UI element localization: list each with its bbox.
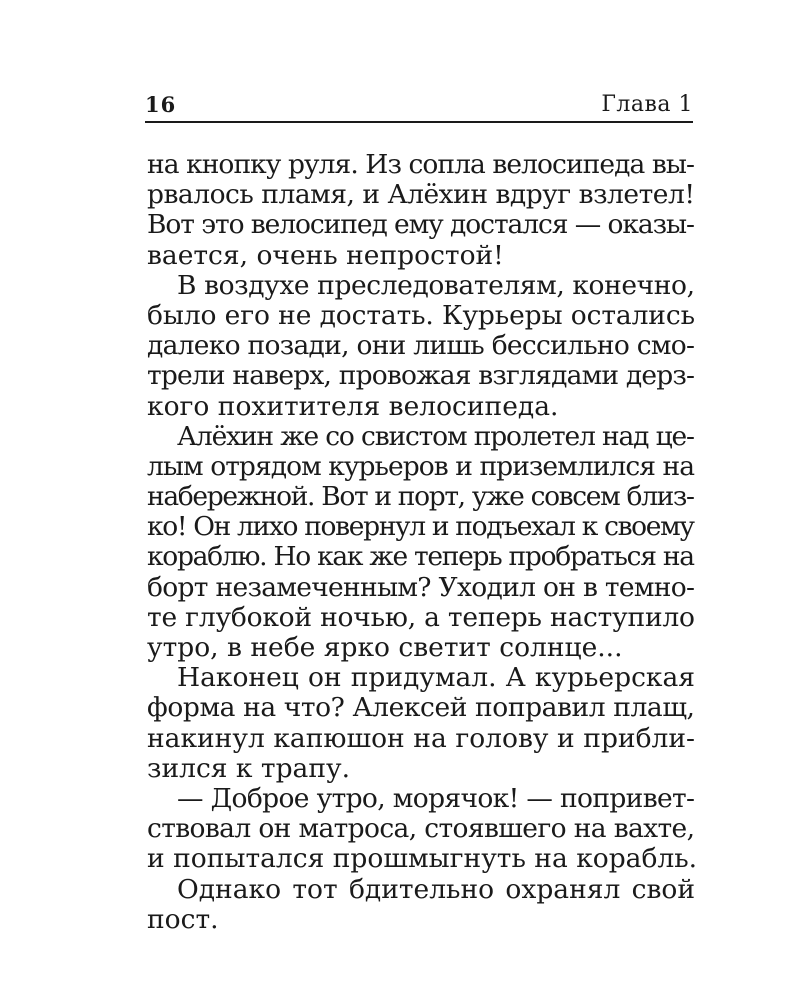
text-line: кого похитителя велосипеда.	[147, 390, 559, 422]
text-line: Вот это велосипед ему достался — оказы-	[147, 209, 694, 241]
text-line: на кнопку руля. Из сопла велосипеда вы-	[147, 149, 695, 180]
text-line: накинул капюшон на голову и прибли-	[147, 722, 695, 754]
text-line: борт незамеченным? Уходил он в темно-	[147, 571, 695, 603]
page-number: 16	[145, 92, 177, 117]
chapter-label: Глава 1	[601, 92, 693, 117]
text-line: лым отрядом курьеров и приземлился на	[147, 450, 695, 482]
text-line: рвалось пламя, и Алёхин вдруг взлетел!	[147, 179, 695, 211]
text-line: трели наверх, провожая взглядами дерз-	[147, 360, 695, 392]
text-line: Наконец он придумал. А курьерская	[177, 662, 695, 694]
text-line: В воздухе преследователям, конечно,	[177, 269, 695, 301]
text-line: набережной. Вот и порт, уже совсем близ-	[147, 481, 694, 513]
header-rule	[145, 121, 693, 123]
text-line: и попытался прошмыгнуть на корабль.	[147, 843, 698, 875]
text-line: — Доброе утро, морячок! — попривет-	[177, 782, 695, 814]
text-line: пост.	[147, 903, 219, 935]
text-line: далеко позади, они лишь бессильно смо-	[147, 330, 695, 362]
text-line: ствовал он матроса, стоявшего на вахте,	[147, 813, 695, 845]
text-line: кораблю. Но как же теперь пробраться на	[147, 541, 694, 573]
text-line: Однако тот бдительно охранял свой	[177, 873, 695, 905]
text-line: Алёхин же со свистом пролетел над це-	[177, 420, 694, 452]
text-line: вается, очень непростой!	[147, 239, 504, 271]
text-line: те глубокой ночью, а теперь наступило	[147, 601, 695, 633]
text-line: ко! Он лихо повернул и подъехал к своему	[147, 511, 694, 543]
text-line: было его не достать. Курьеры остались	[147, 299, 695, 331]
body-text	[147, 149, 698, 935]
running-head	[145, 92, 693, 122]
text-line: зился к трапу.	[147, 752, 351, 784]
text-line: утро, в небе ярко светит солнце...	[147, 632, 623, 663]
text-line: форма на что? Алексей поправил плащ,	[147, 692, 695, 724]
